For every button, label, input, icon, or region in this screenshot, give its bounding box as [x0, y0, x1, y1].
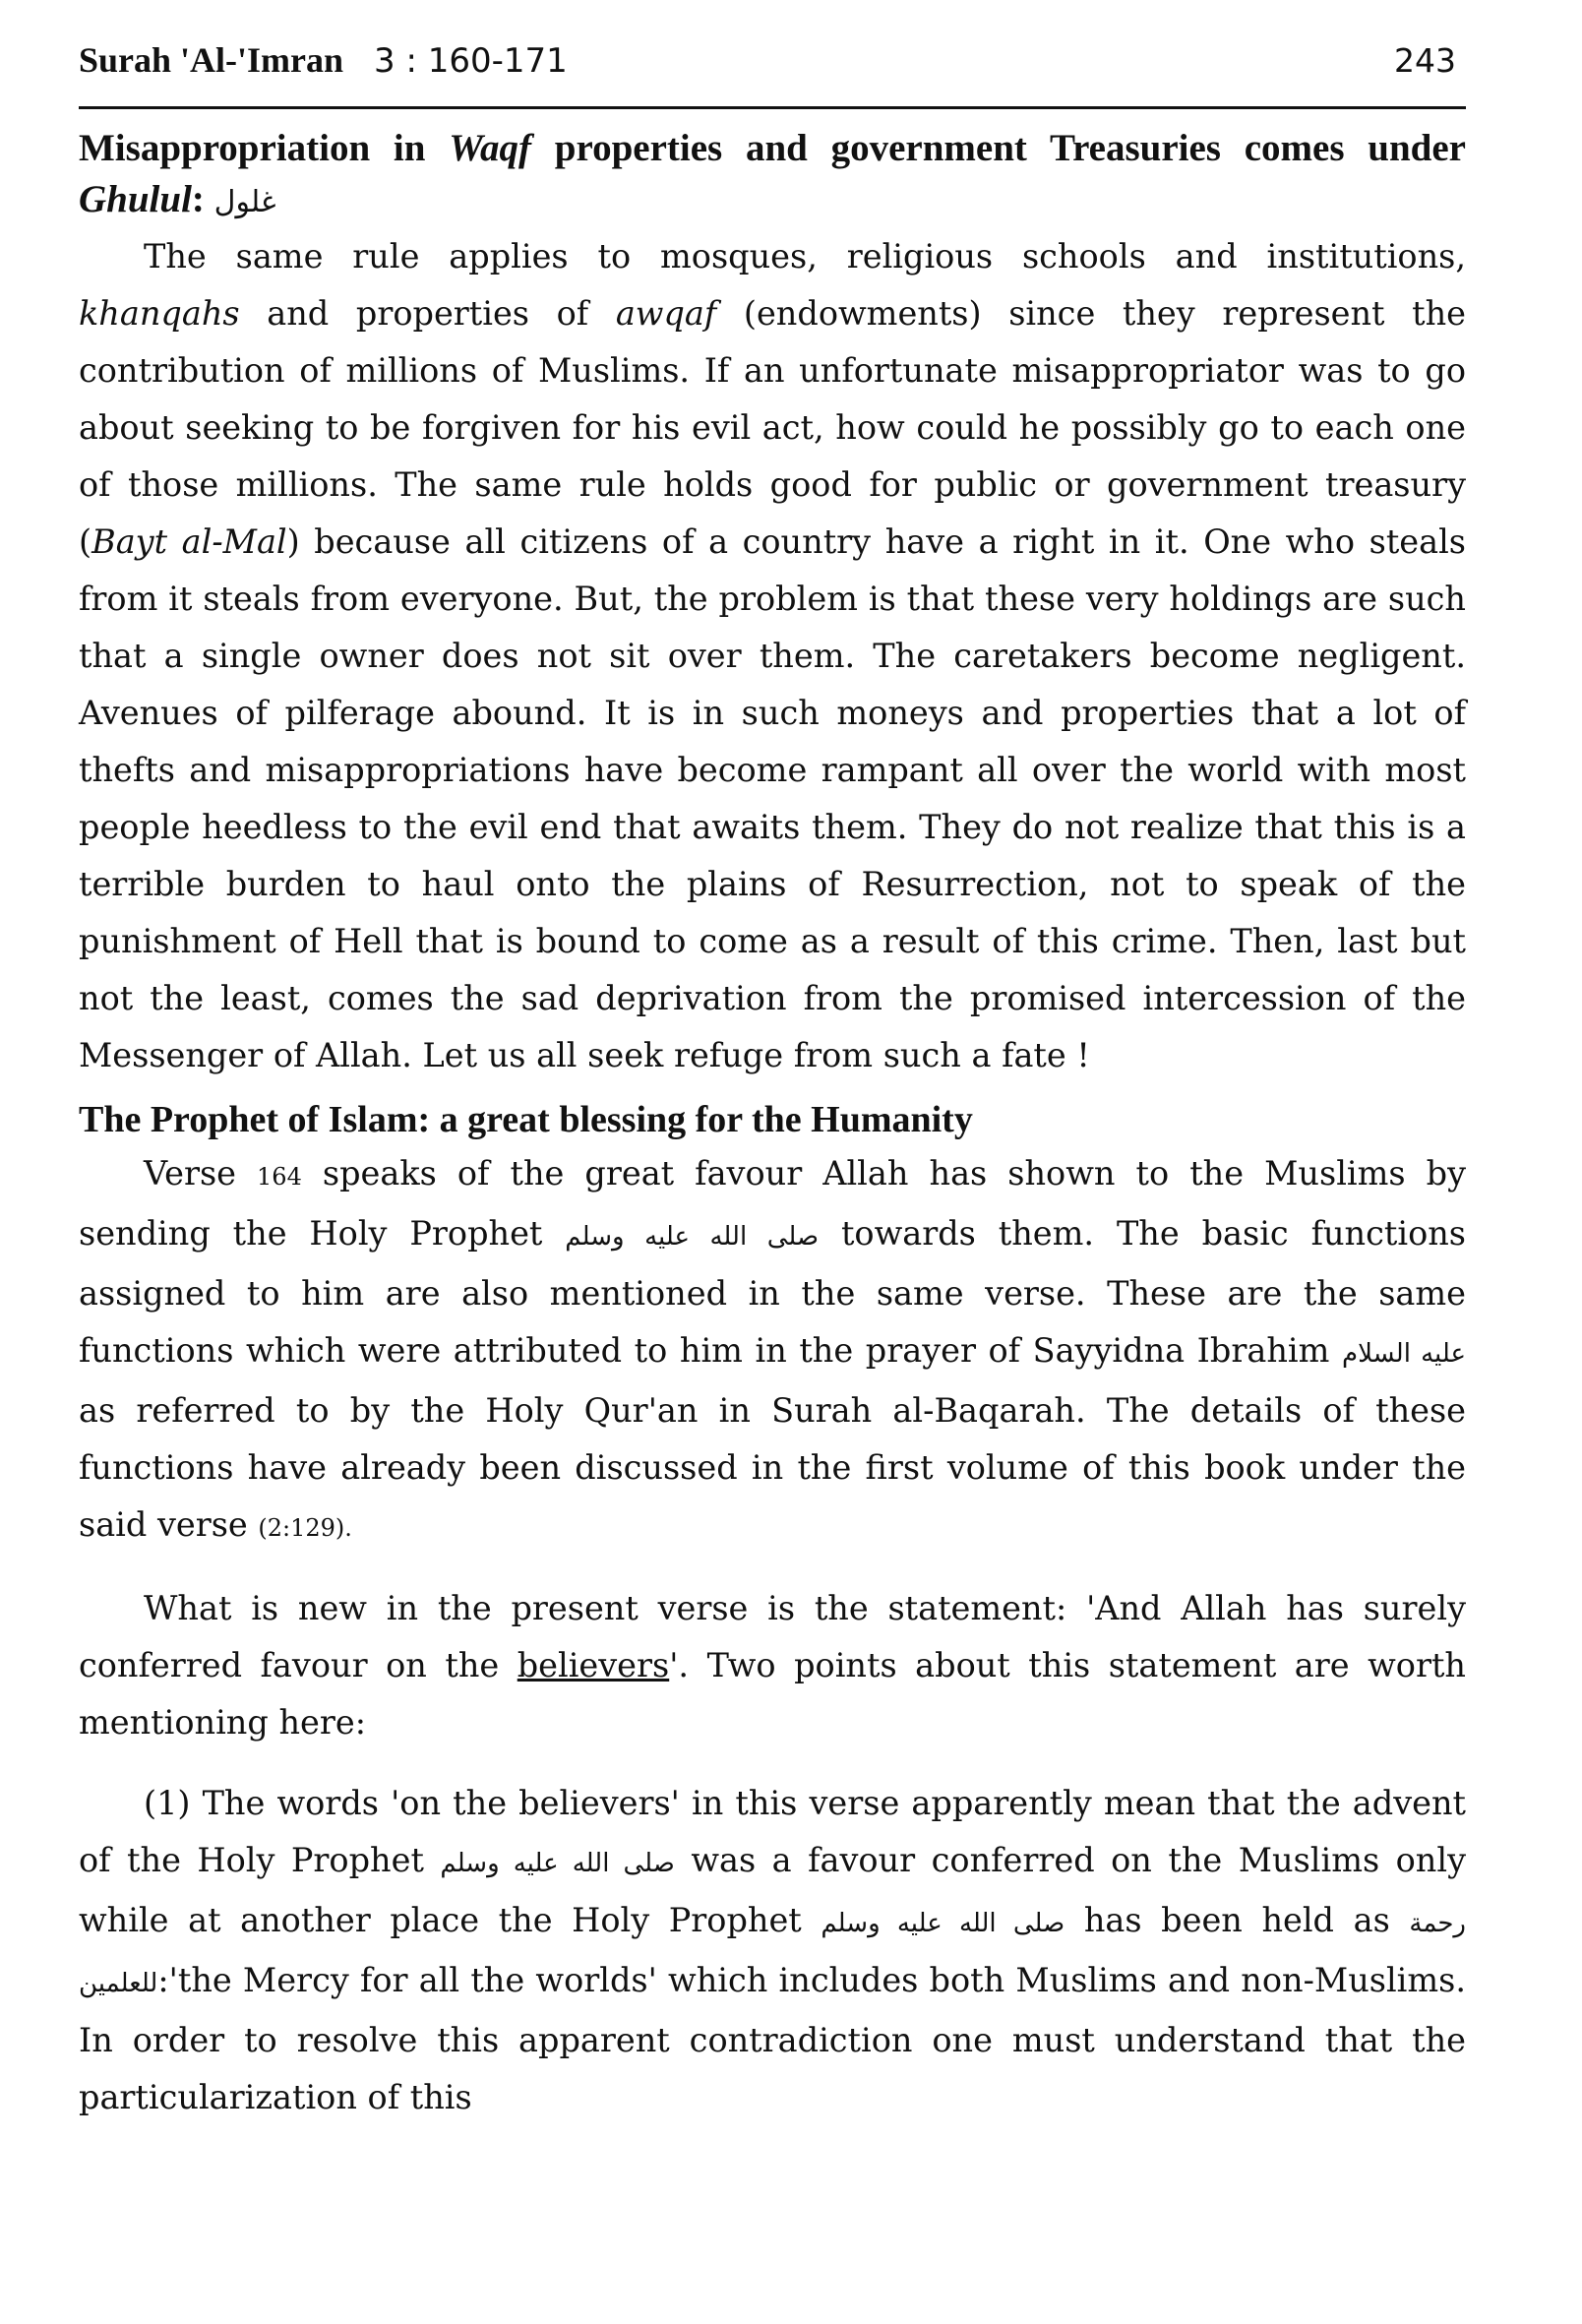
- text: Verse: [144, 1154, 258, 1193]
- text: :'the Mercy for all the worlds' which includes both Muslims and non-Muslims. In order to resolve this apparent contradiction one must understand that the particularization of this: [79, 1961, 1466, 2116]
- heading-ghulul: Ghulul: [79, 178, 192, 220]
- heading-waqf: Waqf: [449, 127, 531, 169]
- section-heading-prophet: The Prophet of Islam: a great blessing for the Humanity: [79, 1099, 973, 1140]
- term-awqaf: awqaf: [615, 294, 717, 333]
- text: (1) The words 'on the believers' in this verse apparently mean that the advent of the Holy Prophet: [79, 1784, 1466, 1879]
- header-left: [79, 39, 568, 81]
- text: speaks of the great favour Allah has shown to the Muslims by sending the Holy Prophet: [79, 1154, 1467, 1253]
- alayhissalam-arabic: عليه السلام: [1341, 1339, 1467, 1369]
- surah-title: Surah 'Al-'Imran: [79, 40, 344, 80]
- paragraph-waqf: [79, 228, 1466, 1084]
- section-heading-misappropriation: [79, 123, 1466, 228]
- text: has been held as: [1065, 1901, 1410, 1939]
- text: as referred to by the Holy Qur'an in Surah al-Baqarah. The details of these functions have already been discussed in the first volume of this book under the said verse: [79, 1391, 1466, 1544]
- paragraph-point-1: [79, 1775, 1466, 2126]
- text: ) because all citizens of a country have a right in it. One who steals from it steals from everyone. But, the problem is that these very holdings are such that a single owner does not sit over them. The caretakers become negligent. Avenues of pilferage abound. It is in such moneys and properties that a lot of thefts and misappropriations have become rampant all over the world with most people heedless to the evil end that awaits them. They do not realize that this is a terrible burden to haul onto the plains of Resurrection, not to speak of the punishment of Hell that is bound to come as a result of this crime. Then, last but not the least, comes the sad deprivation from the promised intercession of the Messenger of Allah. Let us all seek refuge from such a fate !: [79, 522, 1466, 1074]
- paragraph-new-statement: [79, 1580, 1466, 1751]
- underlined-believers: believers: [517, 1646, 670, 1684]
- heading-arabic: غلول: [213, 185, 276, 219]
- heading-text: Misappropriation in: [79, 127, 450, 169]
- salutation-arabic: صلى الله عليه وسلم: [440, 1849, 675, 1878]
- text: (endowments) since they represent the contribution of millions of Muslims. If an unfortunate misappropriator was to go about seeking to be forgiven for his evil act, how could he possibly go to each one of those millions. The same rule holds good for public or government treasury (: [79, 294, 1466, 561]
- running-header: [79, 39, 1466, 100]
- term-khanqahs: khanqahs: [79, 294, 240, 333]
- page-number: 243: [1394, 41, 1456, 80]
- text: The same rule applies to mosques, religious schools and institutions,: [144, 237, 1466, 275]
- header-rule: [79, 106, 1466, 109]
- paragraph-verse-164: [79, 1145, 1466, 1557]
- heading-colon: :: [191, 178, 214, 220]
- text: towards them. The basic functions assigned to him are also mentioned in the same verse. These are the same functions which were attributed to him in the prayer of Sayyidna Ibrahim: [79, 1214, 1466, 1370]
- salutation-arabic: صلى الله عليه وسلم: [565, 1222, 820, 1252]
- text: What is new in the present verse is the statement: 'And Allah has surely conferred favour on the: [79, 1589, 1466, 1684]
- rahmatan-arabic: رحمة للعلمين: [79, 1909, 1466, 1998]
- section-prophet: [79, 1094, 1466, 2126]
- text: was a favour conferred on the Muslims only while at another place the Holy Prophet: [79, 1841, 1467, 1939]
- term-bayt-al-mal: Bayt al-Mal: [91, 522, 287, 561]
- text: '. Two points about this statement are worth mentioning here:: [79, 1646, 1466, 1742]
- verse-reference: (2:129).: [258, 1514, 352, 1542]
- salutation-arabic: صلى الله عليه وسلم: [821, 1909, 1065, 1938]
- book-page: [79, 39, 1466, 2126]
- text: and properties of: [239, 294, 616, 333]
- heading-text: properties and government Treasuries comes under: [531, 127, 1466, 169]
- verse-range: 3 : 160-171: [374, 41, 568, 81]
- verse-number: 164: [257, 1163, 302, 1191]
